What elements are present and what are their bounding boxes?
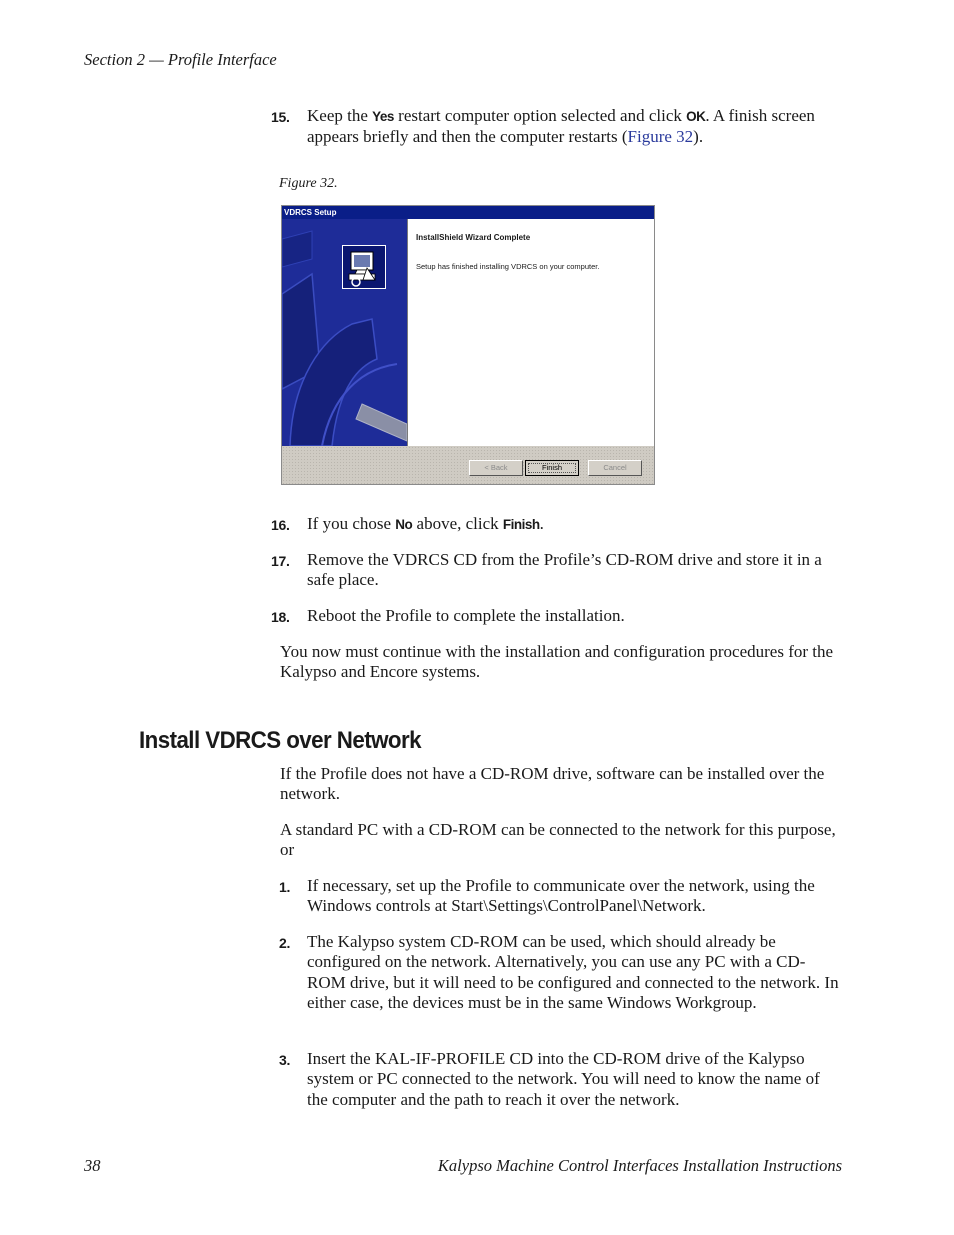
pc-paragraph: A standard PC with a CD-ROM can be connected to the network for this purpose, or [280,820,836,860]
step-number: 18. [271,609,290,625]
wizard-side-graphic [282,219,407,446]
running-header: Section 2 — Profile Interface [84,50,277,69]
network-step-2: 2. The Kalypso system CD-ROM can be used, which should already be configured on the network. Alternatively, you can use any PC with a CD-ROM drive, but it will need to be configured and connected to the network. In either case, the devices must be in the same Windows Workgroup. [279,932,839,1013]
step-number: 17. [271,553,290,569]
wizard-content-panel [407,219,654,446]
step-number: 1. [279,879,291,895]
ui-term-yes: Yes [372,109,394,124]
step-17: 17. Remove the VDRCS CD from the Profile’s CD-ROM drive and store it in a safe place. [271,550,822,590]
intro-paragraph: If the Profile does not have a CD-ROM drive, software can be installed over the network. [280,764,825,804]
network-step-3: 3. Insert the KAL-IF-PROFILE CD into the CD-ROM drive of the Kalypso system or PC connected to the network. You will need to know the name of the computer and the path to reach it over the network. [279,1049,820,1109]
wizard-heading: InstallShield Wizard Complete [416,233,531,242]
finish-button[interactable]: Finish [525,460,579,476]
network-step-1: 1. If necessary, set up the Profile to communicate over the network, using the Windows controls at Start\Settings\ControlPanel\Network. [279,876,815,916]
step-number: 16. [271,517,290,533]
computer-icon [342,245,386,289]
step-18: 18. Reboot the Profile to complete the installation. [307,606,842,626]
window-title: VDRCS Setup [282,206,654,219]
continue-paragraph: You now must continue with the installation and configuration procedures for the Kalypso and Encore systems. [280,642,834,682]
figure-caption: Figure 32. [279,176,338,191]
cancel-button[interactable]: Cancel [588,460,642,476]
step-number: 2. [279,935,291,951]
wizard-message: Setup has finished installing VDRCS on your computer. [416,262,600,271]
ui-term-finish: Finish [502,517,540,532]
page-number: 38 [84,1156,101,1175]
setup-window-screenshot [281,205,655,485]
wizard-button-bar [282,446,654,484]
ui-term-no: No [395,517,413,532]
step-number: 3. [279,1052,291,1068]
figure-link[interactable]: Figure 32 [627,127,694,147]
ui-term-ok: OK [686,109,706,124]
footer-title: Kalypso Machine Control Interfaces Installation Instructions [437,1156,842,1175]
step-number: 15. [271,109,290,125]
back-button[interactable]: < Back [469,460,523,476]
section-heading: Install VDRCS over Network [139,727,421,754]
step-15: 15. Keep the Yes restart computer option selected and click OK. A finish screen appears briefly and then the computer restarts (Figure 32). [271,106,815,147]
step-16: 16. If you chose No above, click Finish. [307,514,842,535]
